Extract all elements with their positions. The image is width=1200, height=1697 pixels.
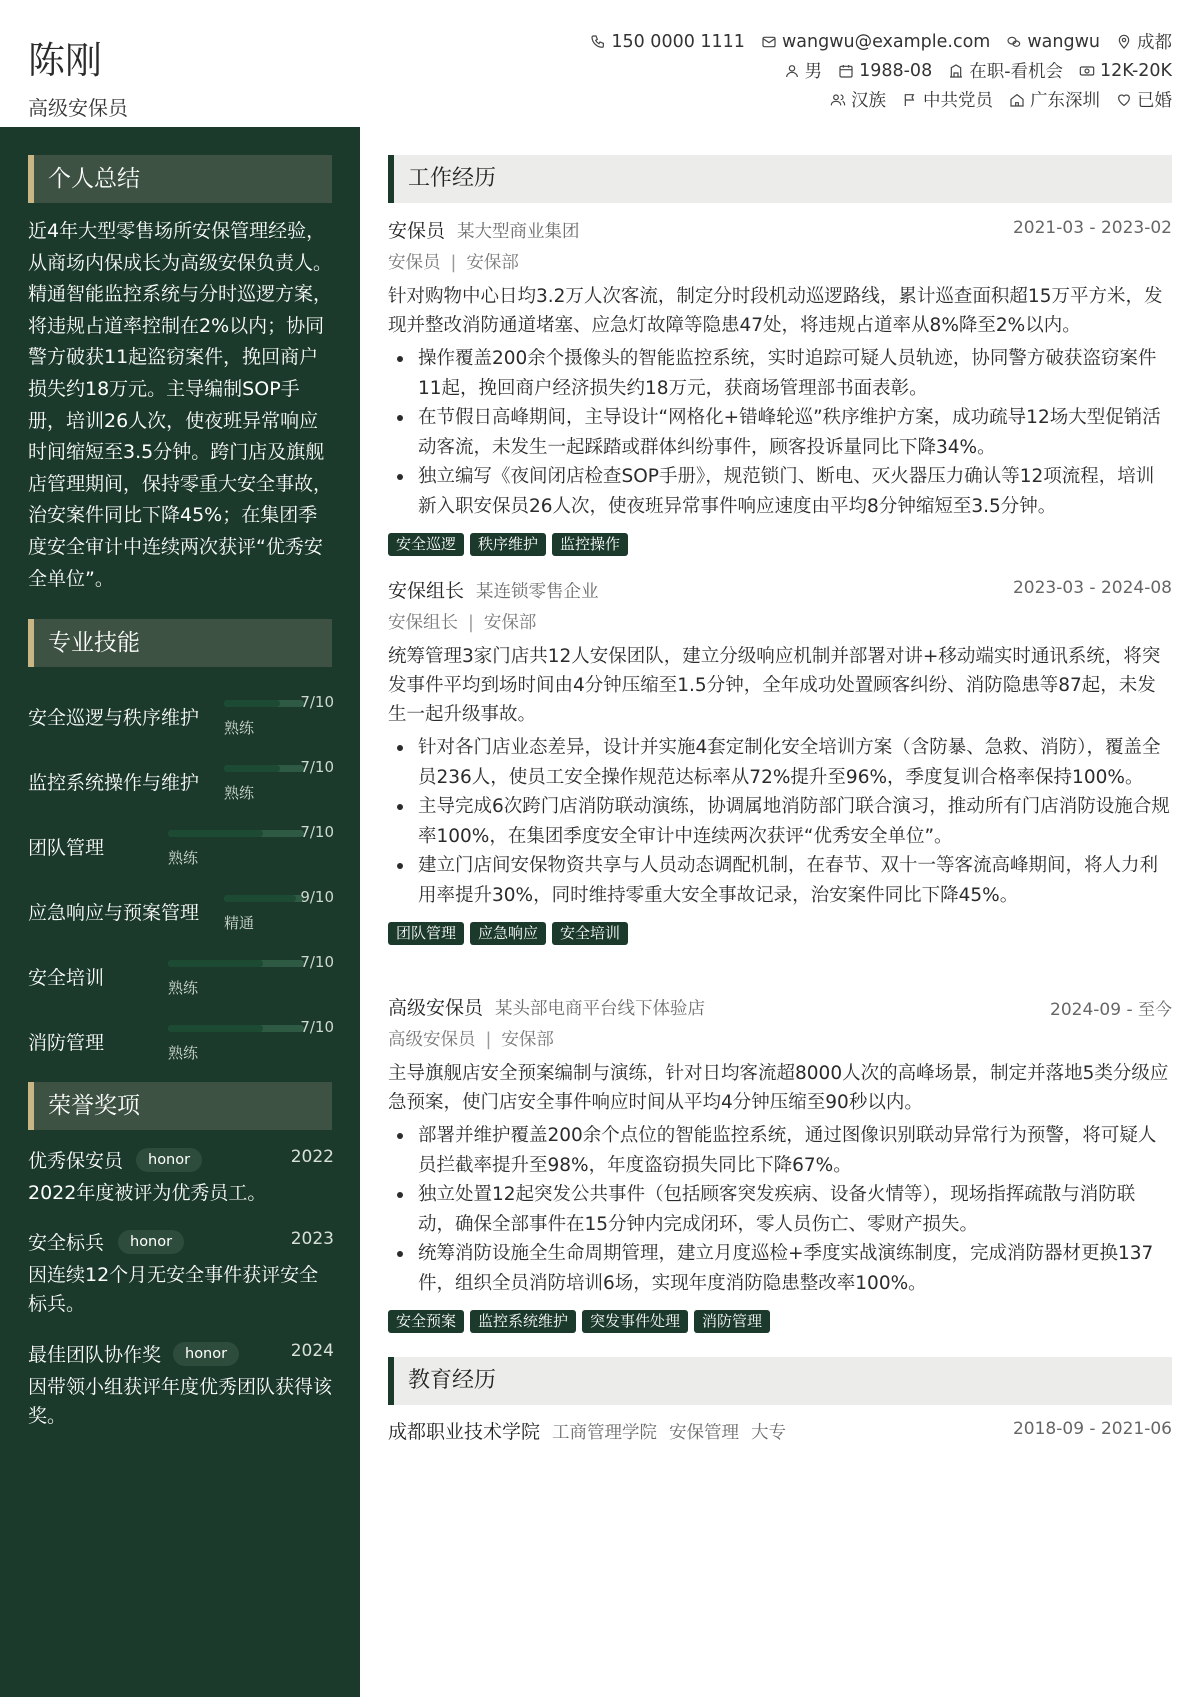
skill-level: 熟练 bbox=[168, 1044, 199, 1062]
flag-icon bbox=[902, 92, 918, 108]
wechat-icon bbox=[1006, 34, 1022, 50]
home-icon bbox=[1009, 92, 1025, 108]
honor-head bbox=[28, 1146, 334, 1176]
skill-tag: 应急响应 bbox=[470, 922, 546, 945]
job-company: 某头部电商平台线下体验店 bbox=[495, 999, 706, 1019]
skill-tag: 安全巡逻 bbox=[388, 533, 464, 556]
job-desc: 主导旗舰店安全预案编制与演练，针对日均客流超8000人次的高峰场景，制定并落地5类分级应急预案，使门店安全事件响应时间从平均4分钟压缩至90秒以内。 bbox=[388, 1063, 1169, 1113]
job-dept: 安保部 bbox=[483, 613, 537, 633]
skill-item bbox=[28, 880, 334, 940]
calendar-icon bbox=[838, 63, 854, 79]
separator: | bbox=[450, 253, 457, 273]
skill-bar bbox=[224, 700, 304, 707]
email-item bbox=[761, 29, 990, 54]
job-title: 安保组长 bbox=[388, 580, 465, 602]
politics-item bbox=[902, 87, 993, 112]
separator: | bbox=[468, 613, 474, 633]
job-company: 某大型商业集团 bbox=[457, 222, 580, 242]
honor-year: 2023 bbox=[290, 1229, 334, 1249]
phone-item bbox=[590, 29, 745, 54]
job-head bbox=[388, 993, 1172, 1023]
ethnicity-item bbox=[830, 87, 886, 112]
skills-title: 专业技能 bbox=[28, 619, 332, 667]
salary-item bbox=[1079, 58, 1172, 83]
phone-icon bbox=[590, 34, 606, 50]
job-position: 高级安保员 bbox=[28, 96, 128, 120]
job-role: 高级安保员 bbox=[388, 1030, 476, 1050]
status-text: 在职-看机会 bbox=[969, 62, 1064, 82]
honor-name: 安全标兵 bbox=[28, 1232, 105, 1254]
skill-bar-fill bbox=[168, 1025, 263, 1032]
skill-bar bbox=[224, 895, 304, 902]
gender-text: 男 bbox=[804, 62, 823, 82]
job-tags bbox=[388, 1310, 1172, 1333]
job-sub bbox=[388, 609, 1172, 637]
heart-icon bbox=[1116, 92, 1132, 108]
hometown-item bbox=[1009, 87, 1100, 112]
skill-score: 7/10 bbox=[300, 1018, 334, 1036]
email-text: wangwu@example.com bbox=[781, 31, 991, 52]
phone-text: 150 0000 1111 bbox=[611, 31, 745, 52]
city-text: 成都 bbox=[1137, 33, 1172, 53]
honor-desc: 2022年度被评为优秀员工。 bbox=[28, 1182, 267, 1204]
skill-item bbox=[28, 1010, 334, 1070]
gender-item bbox=[784, 58, 823, 83]
skill-bar-fill bbox=[224, 700, 280, 707]
skill-name: 监控系统操作与维护 bbox=[28, 772, 200, 794]
skill-score: 9/10 bbox=[300, 888, 334, 906]
skill-name: 安全培训 bbox=[28, 967, 105, 989]
skill-level: 熟练 bbox=[224, 719, 255, 737]
honor-tag: honor bbox=[136, 1148, 202, 1172]
skill-tag: 团队管理 bbox=[388, 922, 464, 945]
honor-desc: 因带领小组获评年度优秀团队获得该奖。 bbox=[28, 1376, 333, 1427]
job-company: 某连锁零售企业 bbox=[476, 582, 599, 602]
job-desc: 统筹管理3家门店共12人安保团队，建立分级响应机制并部署对讲+移动端实时通讯系统，将突发事件平均到场时间由4分钟压缩至1.5分钟，全年成功处置顾客纠纷、消防隐患等87起，未发生一起升级事故。 bbox=[388, 646, 1161, 725]
honor-tag: honor bbox=[118, 1230, 184, 1254]
skill-tag: 秩序维护 bbox=[470, 533, 546, 556]
edu-date: 2018-09 - 2021-06 bbox=[1012, 1419, 1172, 1439]
honor-tag: honor bbox=[173, 1342, 239, 1366]
job-bullet: 独立处置12起突发公共事件（包括顾客突发疾病、设备火情等），现场指挥疏散与消防联动，确保全部事件在15分钟内完成闭环，零人员伤亡、零财产损失。 bbox=[388, 1180, 1172, 1239]
contact-row-1 bbox=[590, 29, 1172, 54]
job-date: 2024-09 - 至今 bbox=[1050, 1000, 1172, 1020]
honor-year: 2022 bbox=[290, 1147, 334, 1167]
job-role: 安保组长 bbox=[388, 613, 458, 633]
politics-text: 中共党员 bbox=[923, 91, 993, 111]
skill-tag: 消防管理 bbox=[694, 1310, 770, 1333]
honor-name: 优秀保安员 bbox=[28, 1150, 124, 1172]
wechat-text: wangwu bbox=[1027, 31, 1100, 52]
job-role: 安保员 bbox=[388, 253, 441, 273]
contact-row-3 bbox=[830, 87, 1172, 112]
job-desc: 针对购物中心日均3.2万人次客流，制定分时段机动巡逻路线，累计巡查面积超15万平方米，发现并整改消防通道堵塞、应急灯故障等隐患47处，将违规占道率从8%降至2%以内。 bbox=[388, 286, 1163, 336]
skill-score: 7/10 bbox=[300, 953, 334, 971]
location-icon bbox=[1116, 34, 1132, 50]
skill-item bbox=[28, 685, 334, 745]
education-section-title: 教育经历 bbox=[388, 1357, 1172, 1405]
honors-title: 荣誉奖项 bbox=[28, 1082, 332, 1130]
person-icon bbox=[784, 63, 800, 79]
work-section-title: 工作经历 bbox=[388, 155, 1172, 203]
honor-item bbox=[28, 1340, 334, 1431]
honor-head bbox=[28, 1340, 334, 1370]
honor-head bbox=[28, 1228, 334, 1258]
skill-tag: 安全预案 bbox=[388, 1310, 464, 1333]
marital-text: 已婚 bbox=[1137, 91, 1172, 111]
job-head bbox=[388, 576, 1172, 606]
edu-school: 成都职业技术学院 bbox=[388, 1421, 541, 1443]
skill-name: 消防管理 bbox=[28, 1032, 105, 1054]
skill-score: 7/10 bbox=[300, 758, 334, 776]
honor-desc: 因连续12个月无安全事件获评安全标兵。 bbox=[28, 1264, 319, 1315]
skill-name: 安全巡逻与秩序维护 bbox=[28, 707, 200, 729]
money-icon bbox=[1079, 63, 1095, 79]
ethnicity-text: 汉族 bbox=[851, 91, 886, 111]
people-icon bbox=[830, 92, 846, 108]
hometown-text: 广东深圳 bbox=[1030, 91, 1100, 111]
job-entry bbox=[388, 216, 1172, 556]
skill-item bbox=[28, 750, 334, 810]
skill-bar-fill bbox=[224, 895, 296, 902]
skill-level: 熟练 bbox=[224, 784, 255, 802]
skill-tag: 突发事件处理 bbox=[582, 1310, 688, 1333]
edu-college: 工商管理学院 bbox=[552, 1423, 658, 1443]
sidebar bbox=[0, 127, 360, 1697]
separator: | bbox=[485, 1030, 492, 1050]
skill-bar bbox=[168, 960, 304, 967]
job-tags bbox=[388, 922, 1172, 945]
city-item bbox=[1116, 29, 1172, 54]
honor-name: 最佳团队协作奖 bbox=[28, 1344, 162, 1366]
honor-item bbox=[28, 1146, 334, 1208]
skill-bar bbox=[224, 765, 304, 772]
skill-tag: 监控系统维护 bbox=[470, 1310, 576, 1333]
skill-score: 7/10 bbox=[300, 823, 334, 841]
job-sub bbox=[388, 1026, 1172, 1054]
salary-text: 12K-20K bbox=[1100, 60, 1172, 81]
summary-text: 近4年大型零售场所安保管理经验，从商场内保成长为高级安保负责人。精通智能监控系统与分时巡逻方案，将违规占道率控制在2%以内；协同警方破获11起盗窃案件，挽回商户损失约18万元。主导编制SOP手册，培训26人次，使夜班异常响应时间缩短至3.5分钟。跨门店及旗舰店管理期间，保持零重大安全事故，治安案件同比下降45%；在集团季度安全审计中连续两次获评“优秀安全单位”。 bbox=[28, 220, 333, 590]
status-item bbox=[948, 58, 1063, 83]
mail-icon bbox=[761, 34, 777, 50]
skill-level: 精通 bbox=[224, 914, 255, 932]
job-bullet: 操作覆盖200余个摄像头的智能监控系统，实时追踪可疑人员轨迹，协同警方破获盗窃案件11起，挽回商户经济损失约18万元，获商场管理部书面表彰。 bbox=[388, 344, 1172, 403]
job-title: 高级安保员 bbox=[388, 997, 484, 1019]
job-bullet: 主导完成6次跨门店消防联动演练，协调属地消防部门联合演习，推动所有门店消防设施合规率100%，在集团季度安全审计中连续两次获评“优秀安全单位”。 bbox=[388, 792, 1172, 851]
skill-bar-fill bbox=[168, 960, 263, 967]
job-dept: 安保部 bbox=[501, 1030, 554, 1050]
skill-name: 应急响应与预案管理 bbox=[28, 902, 200, 924]
skill-bar bbox=[168, 830, 304, 837]
skill-tag: 安全培训 bbox=[552, 922, 628, 945]
contact-row-2 bbox=[784, 58, 1172, 83]
job-entry bbox=[388, 576, 1172, 945]
birth-item bbox=[838, 58, 932, 83]
job-sub bbox=[388, 249, 1172, 277]
marital-item bbox=[1116, 87, 1172, 112]
job-title: 安保员 bbox=[388, 220, 446, 242]
job-head bbox=[388, 216, 1172, 246]
job-bullet: 建立门店间安保物资共享与人员动态调配机制，在春节、双十一等客流高峰期间，将人力利用率提升30%，同时维持零重大安全事故记录，治安案件同比下降45%。 bbox=[388, 851, 1172, 910]
job-bullet: 统筹消防设施全生命周期管理，建立月度巡检+季度实战演练制度，完成消防器材更换137件，组织全员消防培训6场，实现年度消防隐患整改率100%。 bbox=[388, 1239, 1172, 1298]
job-entry bbox=[388, 993, 1172, 1333]
skill-level: 熟练 bbox=[168, 849, 199, 867]
job-bullets bbox=[388, 733, 1172, 910]
job-bullet: 在节假日高峰期间，主导设计“网格化+错峰轮巡”秩序维护方案，成功疏导12场大型促销活动客流，未发生一起踩踏或群体纠纷事件，顾客投诉量同比下降34%。 bbox=[388, 403, 1172, 462]
skill-tag: 监控操作 bbox=[552, 533, 628, 556]
job-bullets bbox=[388, 1121, 1172, 1298]
education-entry bbox=[388, 1417, 1172, 1447]
skill-item bbox=[28, 945, 334, 1005]
edu-major: 安保管理 bbox=[669, 1423, 740, 1443]
honor-item bbox=[28, 1228, 334, 1319]
job-date: 2021-03 - 2023-02 bbox=[1012, 218, 1172, 238]
skill-score: 7/10 bbox=[300, 693, 334, 711]
job-bullet: 部署并维护覆盖200余个点位的智能监控系统，通过图像识别联动异常行为预警，将可疑人员拦截率提升至98%，年度盗窃损失同比下降67%。 bbox=[388, 1121, 1172, 1180]
job-bullet: 独立编写《夜间闭店检查SOP手册》，规范锁门、断电、灭火器压力确认等12项流程，培训新入职安保员26人次，使夜班异常事件响应速度由平均8分钟缩短至3.5分钟。 bbox=[388, 462, 1172, 521]
skill-bar-fill bbox=[168, 830, 263, 837]
skill-bar-fill bbox=[224, 765, 280, 772]
birth-text: 1988-08 bbox=[859, 60, 933, 81]
building-icon bbox=[948, 63, 964, 79]
job-bullet: 针对各门店业态差异，设计并实施4套定制化安全培训方案（含防暴、急救、消防），覆盖全员236人，使员工安全操作规范达标率从72%提升至96%，季度复训合格率保持100%。 bbox=[388, 733, 1172, 792]
job-dept: 安保部 bbox=[466, 253, 519, 273]
resume-name: 陈刚 bbox=[28, 39, 102, 82]
job-tags bbox=[388, 533, 1172, 556]
skill-name: 团队管理 bbox=[28, 837, 105, 859]
skill-item bbox=[28, 815, 334, 875]
honor-year: 2024 bbox=[290, 1341, 334, 1361]
skill-bar bbox=[168, 1025, 304, 1032]
job-date: 2023-03 - 2024-08 bbox=[1012, 578, 1172, 598]
job-bullets bbox=[388, 344, 1172, 521]
wechat-item bbox=[1006, 29, 1100, 54]
summary-title: 个人总结 bbox=[28, 155, 332, 203]
skill-level: 熟练 bbox=[168, 979, 199, 997]
edu-degree: 大专 bbox=[751, 1423, 787, 1443]
